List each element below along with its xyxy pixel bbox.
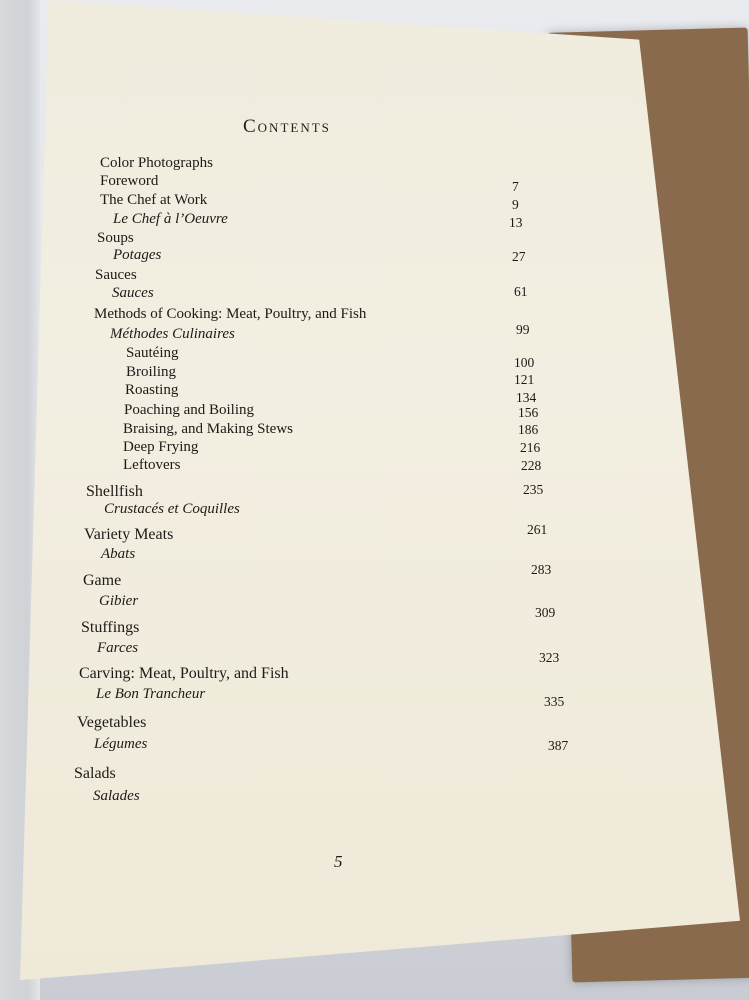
page-title: Contents: [243, 116, 331, 137]
toc-page-shellfish: 235: [523, 482, 544, 497]
toc-entry-carving: Carving: Meat, Poultry, and Fish: [79, 665, 289, 682]
toc-page-potages: 27: [512, 249, 526, 264]
toc-entry-le-chef: Le Chef à l’Oeuvre: [113, 211, 228, 227]
toc-entry-game: Game: [83, 572, 122, 589]
toc-entry-roasting: Roasting: [125, 382, 179, 398]
toc-entry-vegetables: Vegetables: [77, 714, 147, 731]
toc-page-legumes: 387: [548, 738, 569, 753]
toc-page-deep-frying: 216: [520, 440, 541, 455]
toc-page-foreword: 7: [512, 179, 519, 194]
toc-entry-legumes: Légumes: [94, 736, 148, 752]
toc-entry-sauces: Sauces: [95, 267, 137, 283]
toc-page-broiling: 121: [514, 372, 535, 387]
page-number: 5: [334, 852, 343, 871]
toc-page-leftovers: 228: [521, 458, 542, 473]
toc-entry-abats: Abats: [101, 546, 136, 562]
toc-entry-leftovers: Leftovers: [123, 457, 181, 473]
toc-entry-trancheur: Le Bon Trancheur: [96, 686, 206, 702]
toc-entry-poaching: Poaching and Boiling: [124, 402, 254, 418]
toc-entry-deep-frying: Deep Frying: [123, 439, 199, 455]
toc-page-carving: 323: [539, 650, 560, 665]
toc-page-sauces: 61: [514, 284, 528, 299]
toc-entry-salads: Salads: [74, 765, 116, 782]
toc-entry-sauces-fr: Sauces: [112, 285, 154, 301]
toc-entry-broiling: Broiling: [126, 364, 177, 380]
toc-entry-crustaces: Crustacés et Coquilles: [104, 501, 240, 517]
toc-page-vegetables: 335: [544, 694, 565, 709]
toc-entry-soups: Soups: [97, 230, 134, 246]
toc-entry-shellfish: Shellfish: [86, 483, 143, 500]
toc-entry-variety-meats: Variety Meats: [84, 526, 174, 543]
toc-entry-farces: Farces: [97, 640, 139, 656]
toc-entry-salades: Salades: [93, 788, 140, 804]
toc-page-game: 283: [531, 562, 552, 577]
toc-page-braising: 186: [518, 422, 539, 437]
toc-page-stuffings: 309: [535, 605, 556, 620]
toc-entry-braising: Braising, and Making Stews: [123, 421, 293, 437]
toc-entry-stuffings: Stuffings: [81, 619, 140, 636]
toc-page-roasting: 134: [516, 390, 537, 405]
toc-entry-methodes: Méthodes Culinaires: [110, 326, 235, 342]
toc-entry-potages: Potages: [113, 247, 162, 263]
toc-entry-gibier: Gibier: [99, 593, 139, 609]
toc-page-le-chef: 13: [509, 215, 523, 230]
toc-entry-chef-at-work: The Chef at Work: [100, 192, 208, 208]
toc-entry-sauteing: Sautéing: [126, 345, 179, 361]
toc-page-variety-meats: 261: [527, 522, 548, 537]
toc-entry-foreword: Foreword: [100, 173, 159, 189]
toc-entry-color-photographs: Color Photographs: [100, 155, 213, 171]
toc-page-methods: 99: [516, 322, 530, 337]
toc-entry-methods: Methods of Cooking: Meat, Poultry, and Fish: [94, 306, 367, 322]
toc-page-poaching: 156: [518, 405, 539, 420]
toc-page-chef-at-work: 9: [512, 197, 519, 212]
toc-page-sauteing: 100: [514, 355, 535, 370]
